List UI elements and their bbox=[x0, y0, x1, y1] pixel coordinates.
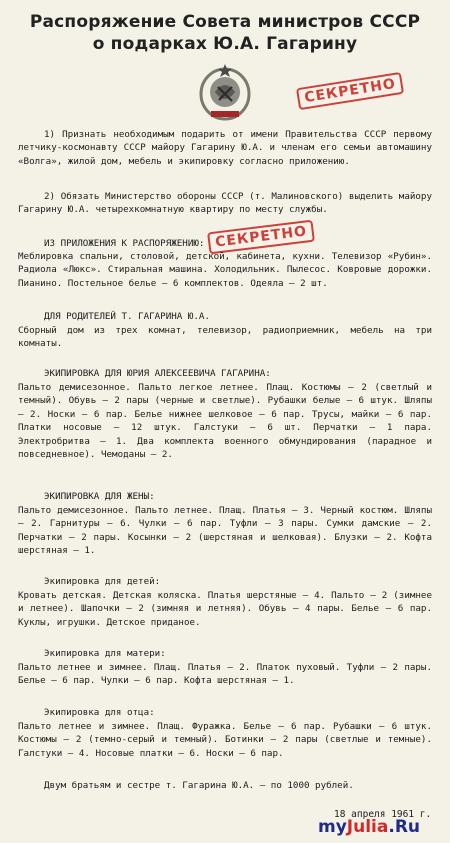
father-heading: Экипировка для отца: bbox=[44, 707, 155, 718]
yuri-text: Пальто демисезонное. Пальто легкое летнее. Плащ. Костюмы — 2 (светлый и темный). Обувь — 2 пары (черные и светлые). Рубашки белые — 6 штук. Шляпы — 2. Носки — 6 пар. Белье нижнее шелковое — 6 пар. Трусы, майки — 6 пар. Платки носовые — 12 штук. Галстуки — 6 шт. Перчатки — 1 пара. Электробритва — 1. Два комплекта военного обмундирования (парадное и повседневное). Чемоданы — 2. bbox=[18, 382, 432, 461]
paragraph-2: 2) Обязать Министерство обороны СССР (т. Малиновского) выделить майору Гагарину Ю.А. четырехкомнатную квартиру по месту службы. bbox=[18, 191, 432, 216]
father-text: Пальто летнее и зимнее. Плащ. Фуражка. Белье — 6 пар. Рубашки — 6 штук. Костюмы — 2 (темно-серый и темный). Ботинки — 2 пары (светлые и темные). Галстуки — 4. Носовые платки — 6. Носки — 6 пар. bbox=[18, 721, 432, 759]
document-title-line1: Распоряжение Совета министров СССР bbox=[29, 12, 421, 32]
document-title-line2: о подарках Ю.А. Гагарину bbox=[92, 34, 358, 54]
siblings-text: Двум братьям и сестре т. Гагарина Ю.А. — по 1000 рублей. bbox=[44, 780, 354, 791]
site-watermark bbox=[318, 817, 420, 837]
paragraph-1: 1) Признать необходимым подарить от имени Правительства СССР первому летчику-космонавту СССР майору Гагарину Ю.А. и членам его семьи автомашину «Волга», жилой дом, мебель и экипировку согласно приложению. bbox=[18, 129, 432, 167]
mother-heading: Экипировка для матери: bbox=[44, 648, 166, 659]
kids-heading: Экипировка для детей: bbox=[44, 576, 161, 587]
appendix-heading: ИЗ ПРИЛОЖЕНИЯ К РАСПОРЯЖЕНИЮ: bbox=[44, 238, 205, 249]
parents-text: Сборный дом из трех комнат, телевизор, радиоприемник, мебель на три комнаты. bbox=[18, 325, 432, 350]
parents-heading: ДЛЯ РОДИТЕЛЕЙ Т. ГАГАРИНА Ю.А. bbox=[44, 311, 210, 322]
watermark-mid: Julia bbox=[346, 817, 389, 837]
ussr-emblem-icon bbox=[197, 62, 253, 122]
watermark-right: .Ru bbox=[388, 817, 421, 837]
mother-text: Пальто летнее и зимнее. Плащ. Платья — 2. Платок пуховый. Туфли — 2 пары. Белье — 6 пар. Чулки — 6 пар. Кофта шерстяная — 1. bbox=[18, 662, 432, 687]
secret-stamp: СЕКРЕТНО bbox=[296, 72, 404, 110]
kids-text: Кровать детская. Детская коляска. Платья шерстяные — 4. Пальто — 2 (зимнее и летнее). Шапочки — 2 (зимняя и летняя). Обувь — 4 пары. Белье — 6 пар. Куклы, игрушки. Детское приданое. bbox=[18, 590, 432, 628]
appendix-text: Меблировка спальни, столовой, детской, кабинета, кухни. Телевизор «Рубин». Радиола «Люкс». Стиральная машина. Холодильник. Пылесос. Ковровые дорожки. Пианино. Постельное белье — 6 комплектов. Одеяла — 2 шт. bbox=[18, 251, 432, 289]
secret-stamp-appendix: СЕКРЕТНО bbox=[207, 220, 315, 255]
yuri-heading: ЭКИПИРОВКА ДЛЯ ЮРИЯ АЛЕКСЕЕВИЧА ГАГАРИНА: bbox=[44, 368, 271, 379]
wife-heading: ЭКИПИРОВКА ДЛЯ ЖЕНЫ: bbox=[44, 491, 155, 502]
watermark-left: my bbox=[318, 817, 347, 837]
document-date: 18 апреля 1961 г. bbox=[334, 809, 432, 820]
wife-text: Пальто демисезонное. Пальто летнее. Плащ. Платья — 3. Черный костюм. Шляпы — 2. Гарнитуры — 6. Чулки — 6 пар. Туфли — 3 пары. Сумки дамские — 2. Перчатки — 2 пары. Косынки — 2 (шерстяная и шелковая). Блузки — 2. Кофта шерстяная — 1. bbox=[18, 505, 432, 557]
